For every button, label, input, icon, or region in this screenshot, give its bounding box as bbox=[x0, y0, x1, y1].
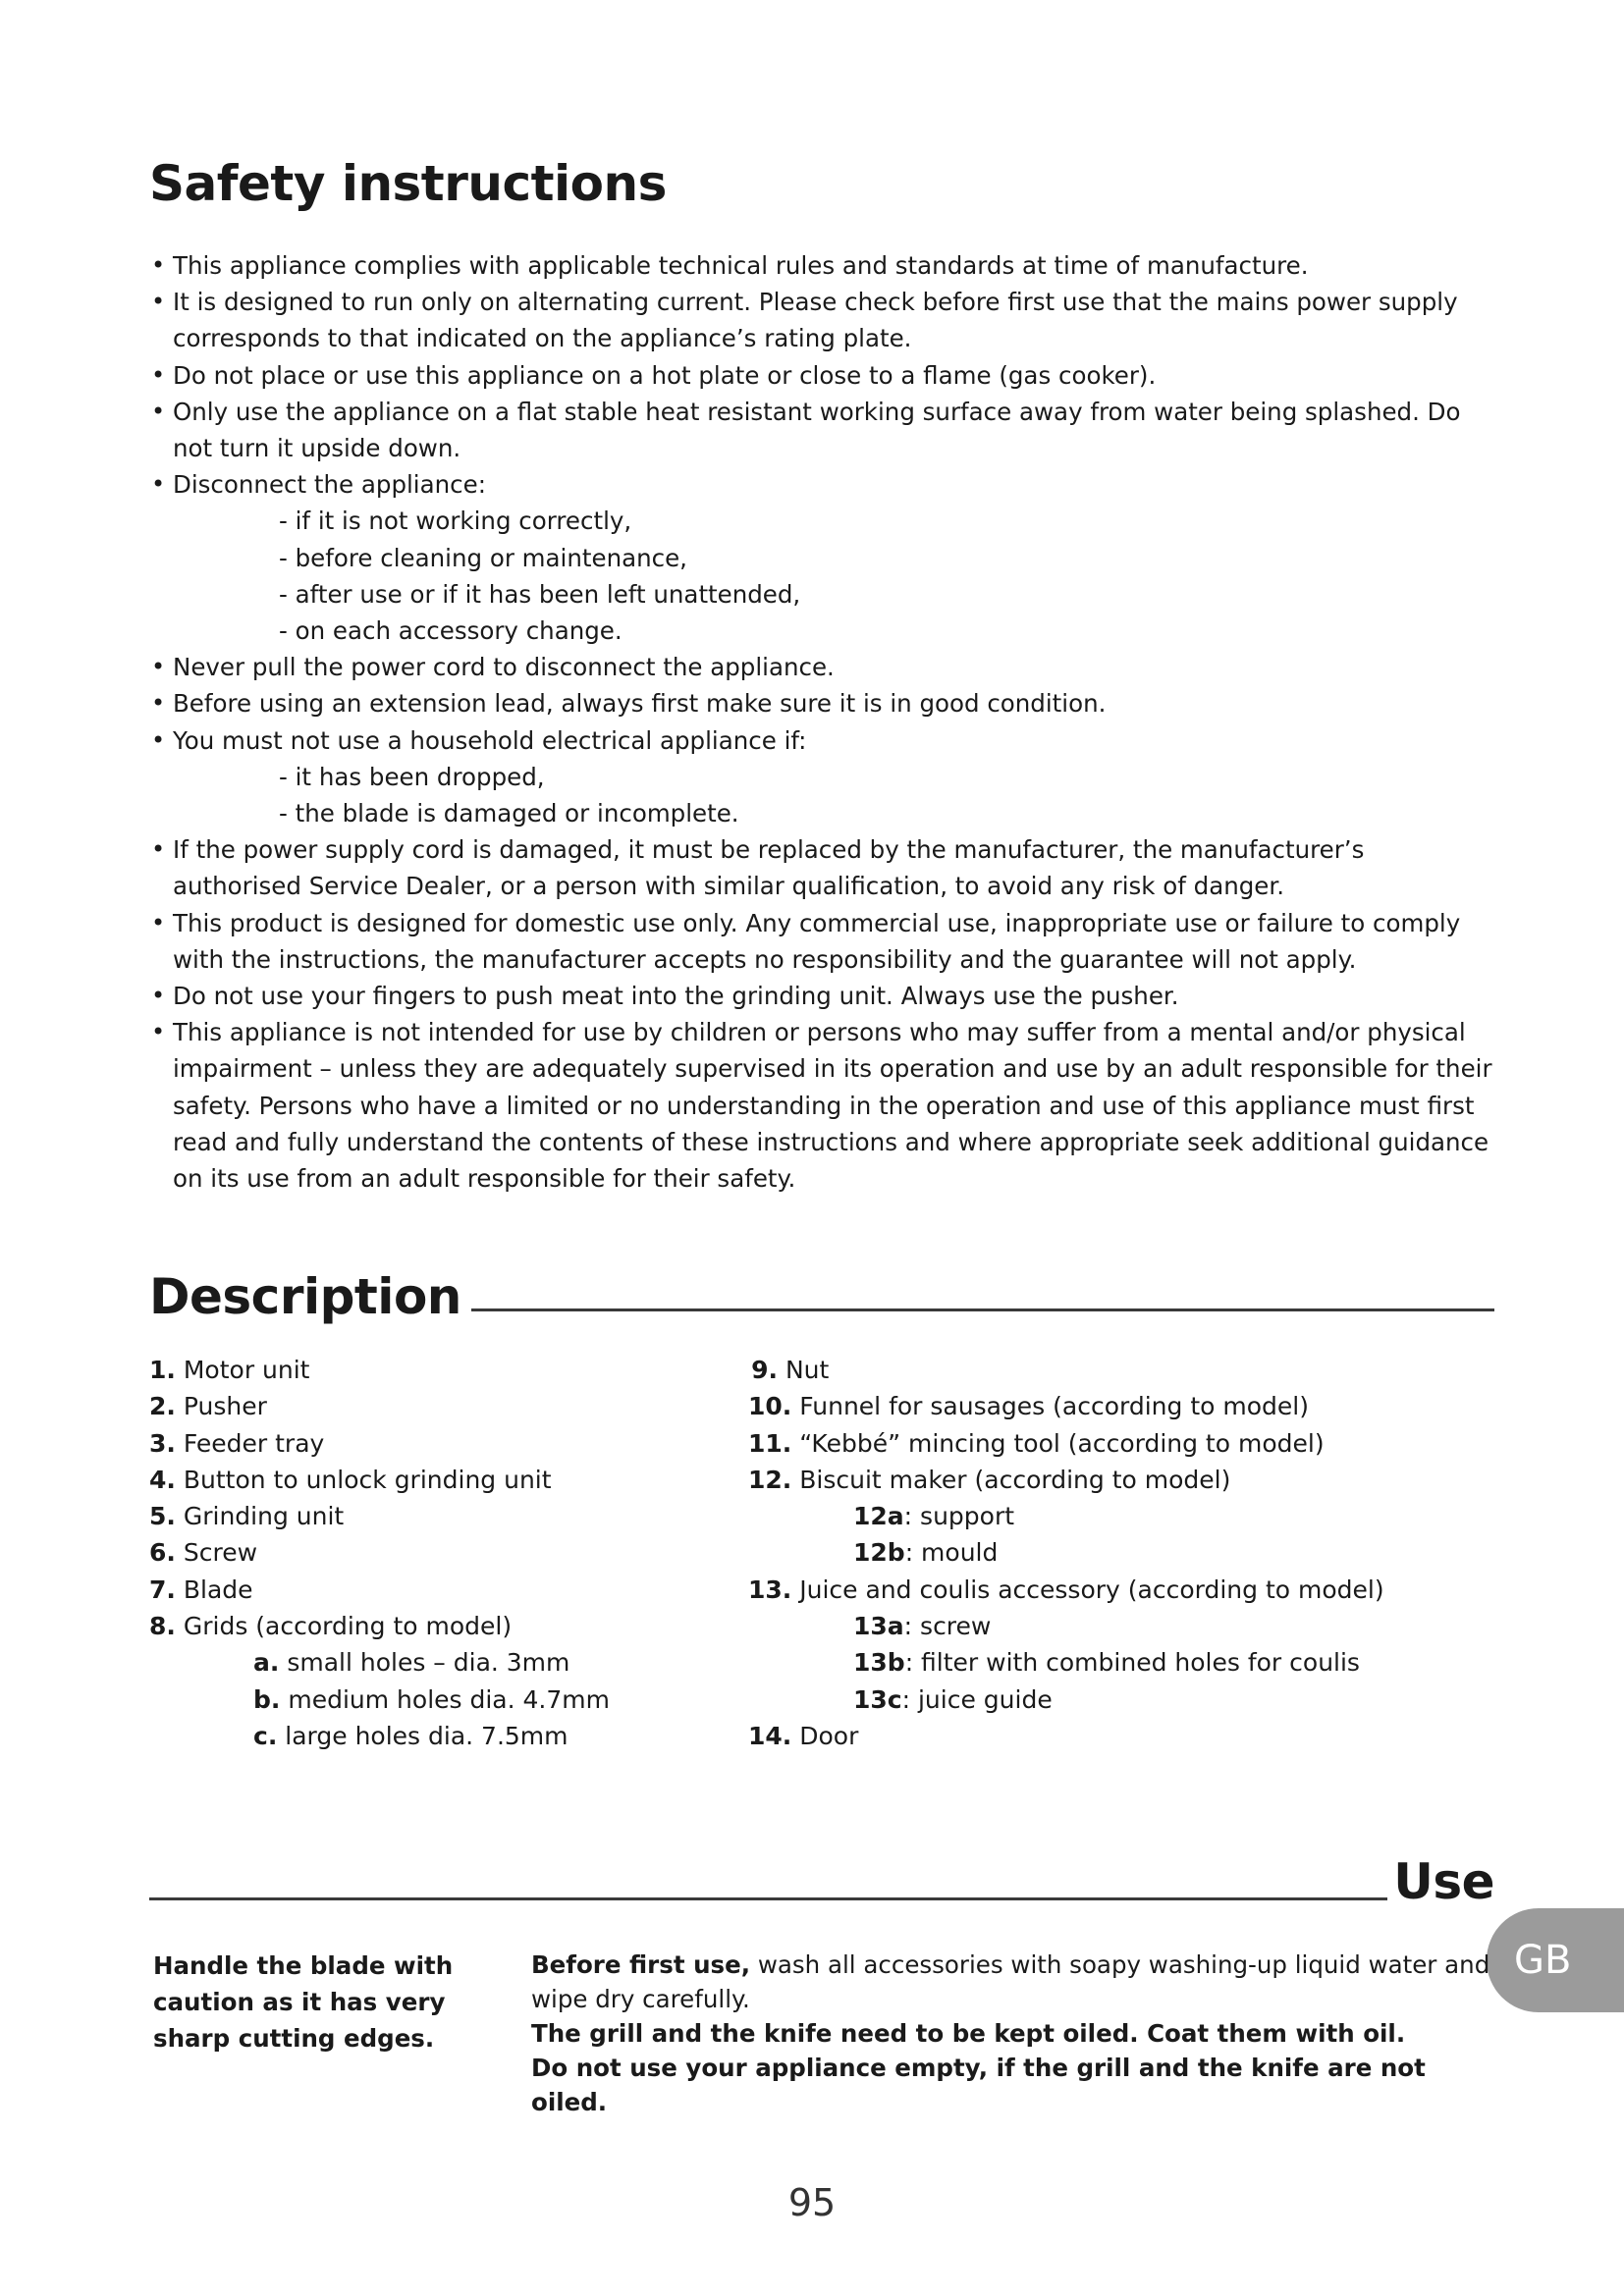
safety-item: • This appliance complies with applicable technical rules and standards at time of manufacture. bbox=[149, 247, 1494, 284]
safety-item-text: Disconnect the appliance: bbox=[173, 470, 486, 500]
part-subitem: c. large holes dia. 7.5mm bbox=[253, 1721, 568, 1750]
description-header bbox=[149, 1258, 1494, 1325]
safety-list bbox=[149, 247, 1494, 1197]
use-header bbox=[149, 1851, 1494, 1910]
part-item: 8. Grids (according to model) bbox=[149, 1612, 513, 1641]
part-item: 11. “Kebbé” mincing tool (according to model) bbox=[748, 1428, 1325, 1458]
safety-item-dropped bbox=[149, 722, 1494, 832]
safety-item: • This appliance is not intended for use by children or persons who may suffer from a mental and/or physical impairment – unless they are adequately supervised in its operation and use by an adult responsible for their safety. Persons who have a limited or no understanding in the operation and use of this appliance must first read and fully understand the contents of these instructions and where appropriate seek additional guidance on its use from an adult responsible for their safety. bbox=[149, 1014, 1494, 1197]
part-item: 13. Juice and coulis accessory (according to model) bbox=[748, 1575, 1384, 1604]
disconnect-sublist bbox=[173, 503, 1494, 649]
parts-list-right bbox=[748, 1352, 1494, 1754]
part-subitem: 13a: screw bbox=[853, 1612, 992, 1641]
safety-item-text: You must not use a household electrical appliance if: bbox=[173, 725, 807, 755]
first-use-text: wash all accessories with soapy washing-up liquid water and wipe dry carefully. bbox=[531, 1950, 1490, 2013]
sub-item: - before cleaning or maintenance, bbox=[279, 543, 687, 572]
part-item: 5. Grinding unit bbox=[149, 1502, 345, 1531]
part-subitem: 13c: juice guide bbox=[853, 1684, 1053, 1714]
part-item: 12. Biscuit maker (according to model) bbox=[748, 1465, 1231, 1494]
safety-item: • Never pull the power cord to disconnect the appliance. bbox=[149, 649, 1494, 685]
part-subitem: a. small holes – dia. 3mm bbox=[253, 1648, 570, 1678]
sub-item: - it has been dropped, bbox=[279, 762, 545, 791]
part-item: 14. Door bbox=[748, 1721, 859, 1750]
safety-item: • Do not use your fingers to push meat into the grinding unit. Always use the pusher. bbox=[149, 978, 1494, 1014]
safety-item: • Before using an extension lead, always first make sure it is in good condition. bbox=[149, 685, 1494, 721]
safety-item-disconnect bbox=[149, 466, 1494, 649]
part-item: 10. Funnel for sausages (according to model) bbox=[748, 1392, 1309, 1421]
safety-item: • Do not place or use this appliance on a hot plate or close to a flame (gas cooker). bbox=[149, 357, 1494, 394]
part-subitem: 13b: filter with combined holes for coulis bbox=[853, 1648, 1360, 1678]
part-item: 4. Button to unlock grinding unit bbox=[149, 1465, 552, 1494]
blade-warning: Handle the blade with caution as it has very sharp cutting edges. bbox=[153, 1951, 454, 2053]
description-rule bbox=[471, 1308, 1494, 1311]
sub-item: - after use or if it has been left unattended, bbox=[279, 579, 801, 609]
safety-item: • This product is designed for domestic use only. Any commercial use, inappropriate use or failure to comply with the instructions, the manufacturer accepts no responsibility and the guarantee will not apply. bbox=[149, 905, 1494, 978]
part-item: 9. Nut bbox=[751, 1356, 830, 1384]
language-tab-label: GB bbox=[1514, 1938, 1572, 1983]
page-number: 95 bbox=[787, 2181, 837, 2224]
language-tab bbox=[1487, 1908, 1624, 2012]
safety-item: • If the power supply cord is damaged, it must be replaced by the manufacturer, the manufacturer’s authorised Service Dealer, or a person with similar qualification, to avoid any risk of danger. bbox=[149, 831, 1494, 904]
use-instructions bbox=[531, 1948, 1503, 2119]
sub-item: - on each accessory change. bbox=[279, 616, 623, 646]
parts-list-left bbox=[149, 1352, 699, 1754]
description-title: Description bbox=[149, 1268, 461, 1325]
safety-item: • It is designed to run only on alternating current. Please check before first use that the mains power supply corresponds to that indicated on the appliance’s rating plate. bbox=[149, 284, 1494, 356]
part-item: 2. Pusher bbox=[149, 1392, 267, 1421]
part-item: 3. Feeder tray bbox=[149, 1428, 325, 1458]
use-rule bbox=[149, 1897, 1387, 1900]
use-title: Use bbox=[1393, 1853, 1494, 1910]
first-use-paragraph bbox=[531, 1948, 1503, 2016]
part-subitem: 12a: support bbox=[853, 1502, 1015, 1531]
safety-title: Safety instructions bbox=[149, 155, 667, 212]
dropped-sublist bbox=[173, 759, 1494, 831]
part-item: 7. Blade bbox=[149, 1575, 253, 1604]
oil-note: The grill and the knife need to be kept oiled. Coat them with oil. bbox=[531, 2019, 1406, 2048]
part-item: 6. Screw bbox=[149, 1538, 258, 1568]
first-use-lead: Before first use, bbox=[531, 1950, 751, 1979]
part-item: 1. Motor unit bbox=[149, 1356, 310, 1384]
safety-item: • Only use the appliance on a flat stable heat resistant working surface away from water being splashed. Do not turn it upside down. bbox=[149, 394, 1494, 466]
part-subitem: b. medium holes dia. 4.7mm bbox=[253, 1684, 610, 1714]
sub-item: - the blade is damaged or incomplete. bbox=[279, 799, 739, 828]
part-subitem: 12b: mould bbox=[853, 1538, 999, 1568]
empty-note: Do not use your appliance empty, if the grill and the knife are not oiled. bbox=[531, 2054, 1426, 2116]
sub-item: - if it is not working correctly, bbox=[279, 507, 632, 536]
